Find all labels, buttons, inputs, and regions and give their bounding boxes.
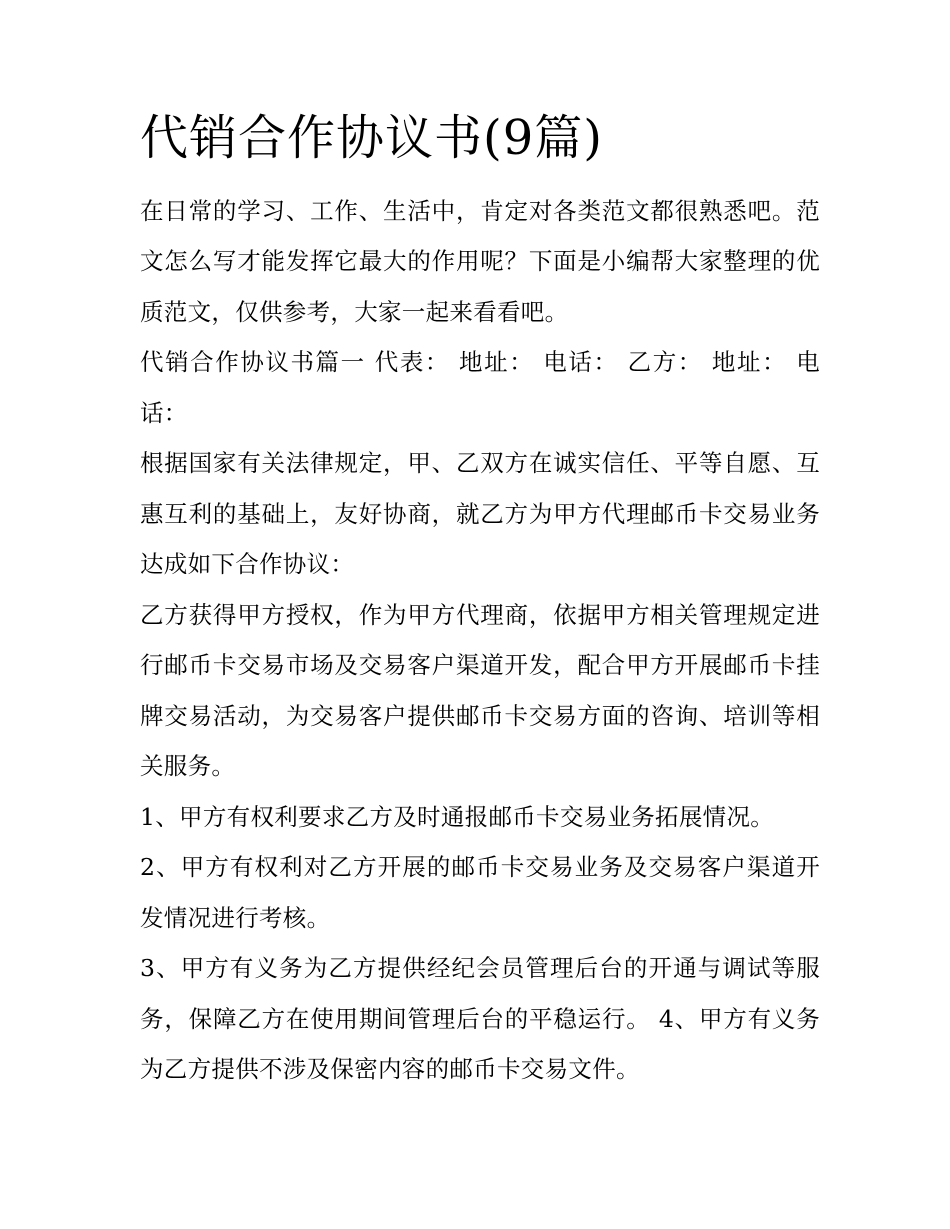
preamble-paragraph: 根据国家有关法律规定，甲、乙双方在诚实信任、平等自愿、互惠互利的基础上，友好协商，就乙方为甲方代理邮币卡交易业务达成如下合作协议：	[140, 449, 820, 579]
authorization-paragraph: 乙方获得甲方授权，作为甲方代理商，依据甲方相关管理规定进行邮币卡交易市场及交易客户渠道开发，配合甲方开展邮币卡挂牌交易活动，为交易客户提供邮币卡交易方面的咨询、培训等相关服务。	[140, 600, 820, 781]
document-page	[140, 110, 820, 1095]
clause-2: 2、甲方有权利对乙方开展的邮币卡交易业务及交易客户渠道开发情况进行考核。	[140, 853, 820, 932]
clause-1: 1、甲方有权利要求乙方及时通报邮币卡交易业务拓展情况。	[140, 802, 775, 831]
intro-paragraph: 在日常的学习、工作、生活中，肯定对各类范文都很熟悉吧。范文怎么写才能发挥它最大的作用呢？下面是小编帮大家整理的优质范文，仅供参考，大家一起来看看吧。	[140, 196, 820, 326]
document-title: 代销合作协议书(9篇)	[140, 110, 603, 166]
clause-3-4: 3、甲方有义务为乙方提供经纪会员管理后台的开通与调试等服务，保障乙方在使用期间管理后台的平稳运行。 4、甲方有义务为乙方提供不涉及保密内容的邮币卡交易文件。	[140, 954, 820, 1084]
party-info-paragraph: 代销合作协议书篇一 代表： 地址： 电话： 乙方： 地址： 电话：	[140, 348, 820, 427]
